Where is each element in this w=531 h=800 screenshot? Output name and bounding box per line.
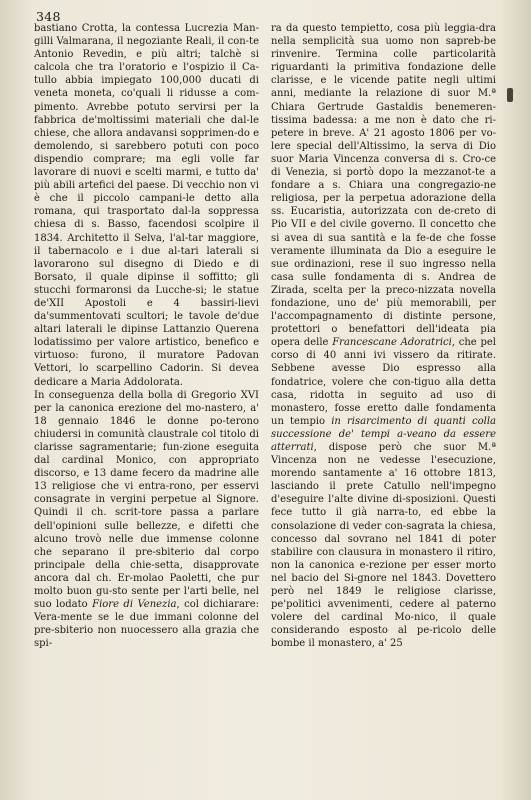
- page-number: 348: [36, 9, 61, 24]
- right-text-2: , che pel corso di 40 anni ivi vissero da ritirate. Sebbene avesse Dio espresso alla fondatrice, volere che con-tiguo alla detta casa, ridotta in seguito ad uso di monastero, fosse eretto dalle fondamenta un tempio: [271, 337, 496, 427]
- left-column: [34, 22, 259, 651]
- right-text-3: , dispose però che suor M.ª Vincenza non ne vedesse l'esecuzione, morendo santamente a' 16 ottobre 1813, lasciando il prete Catullo nell'impegno d'eseguire l'alte divine di-sposizioni. Questi fece tutto il già narra-to, ed ebbe la consolazione di veder con-sagrata la chiesa, concesso dal sovrano nel 1841 di poter stabilire con clausura in monastero il ritiro, non la canonica e-rezione per esser morto nel bacio del Si-gnore nel 1843. Dovettero però nel 1849 le religiose clarisse, pe'politici avvenimenti, cedere al paterno volere del cardinal Mo-nico, il quale considerando esposto al pe-ricolo delle bombe il monastero, a' 25: [271, 442, 496, 650]
- left-paragraph-1: bastiano Crotta, la contessa Lucrezia Man-gilli Valmarana, il negoziante Reali, il con-te Antonio Revedin, e più altri; talchè si calcola che tra l'oratorio e l'ospizio il Ca-tullo abbia impiegato 100,000 ducati di veneta moneta, co'quali li ridusse a com-pimento. Avrebbe potuto servirsi per la fabbrica de'moltissimi materiali che dal-le chiese, che allora andavansi sopprimen-do e demolendo, si sarebbero potuti con poco dispendio comprare; ma egli volle far lavorare di nuovi e scelti marmi, e tutto da' più abili artefici del paese. Di vecchio non vi è che il piccolo campani-le detto alla romana, qui trasportato dal-la soppressa chiesa di s. Basso, facendosi scolpire il 1834. Architetto il Selva, l'al-tar maggiore, il tabernacolo e i due al-tari laterali si lavorarono sul disegno di Diedo e di Borsato, il quale dipinse il soffitto; gli stucchi formaronsi da Lucche-si; le statue de'XII Apostoli e 4 bassiri-lievi da'summentovati scultori; le tavole de'due altari laterali le dipinse Lattanzio Querena lodatissimo per valore artistico, benefico e virtuoso: furono, il muratore Padovan Vettori, lo scarpellino Cadorin. Si devea dedicare a Maria Addolorata.: [34, 23, 259, 388]
- right-paragraph: [271, 22, 496, 651]
- left-paragraph-2-end: , col dichiarare: Vera-mente se le due immani colonne del pre-sbiterio non nuocessero alla grazia che spi-: [34, 599, 259, 650]
- right-text-1: ra da questo tempietto, cosa più leggia-dra nella semplicità sua uomo non sapreb-be rinvenire. Termina colle particolarità riguardanti la primitiva fondazione delle clarisse, e le vicende patite negli ultimi anni, mediante la relazione di suor M.ª Chiara Gertrude Gastaldis benemeren-tissima badessa: a me non è dato che ri-petere in breve. A' 21 agosto 1806 per vo-lere special dell'Altissimo, la serva di Dio suor Maria Vincenza conversa di s. Cro-ce di Venezia, si portò dopo la mezzanot-te a fondare a s. Chiara una congregazio-ne religiosa, per la perpetua adorazione della ss. Eucaristia, autorizzata con de-creto di Pio VII e del civile governo. Il concetto che si avea di sua santità e la fe-de che fosse veramente illuminata da Dio a eseguire le sue ordinazioni, rese il suo ingresso nella casa sulle fondamenta di s. Andrea de Zirada, scelta per la preco-nizzata novella fondazione, uno de' più memorabili, per l'accompagnamento di distinte persone, protettori o benefattori dell'ideata pia opera delle: [271, 23, 496, 349]
- left-italic-title: Fiore di Venezia: [92, 599, 177, 611]
- right-italic-1: Francescane Adoratrici: [332, 337, 452, 349]
- left-paragraph-2: [34, 389, 259, 651]
- left-paragraph-2-text: In conseguenza della bolla di Gregorio XVI per la canonica erezione del mo-nastero, a' 18 gennaio 1846 le donne po-terono chiudersi in comunità claustrale col titolo di clarisse sagramentarie; fun-zione eseguita dal cardinal Monico, con appropriato discorso, e 13 dame fecero da madrine alle 13 religiose che vi entra-rono, per esservi consagrate in vergini perpetue al Signore. Quindi il ch. scrit-tore passa a parlare dell'opinioni sulle bellezze, e difetti che alcuno trovò nelle due immense colonne che separano il pre-sbiterio dal corpo principale della chie-setta, disapprovate ancora dal ch. Er-molao Paoletti, che pur molto buon gu-sto sente per l'arti belle, nel suo lodato: [34, 389, 259, 611]
- right-column: [271, 22, 496, 651]
- right-italic-2: in risarcimento di quanti colla successione de' tempi a-veano da essere atterrati: [271, 415, 496, 453]
- ink-mark: [507, 88, 513, 102]
